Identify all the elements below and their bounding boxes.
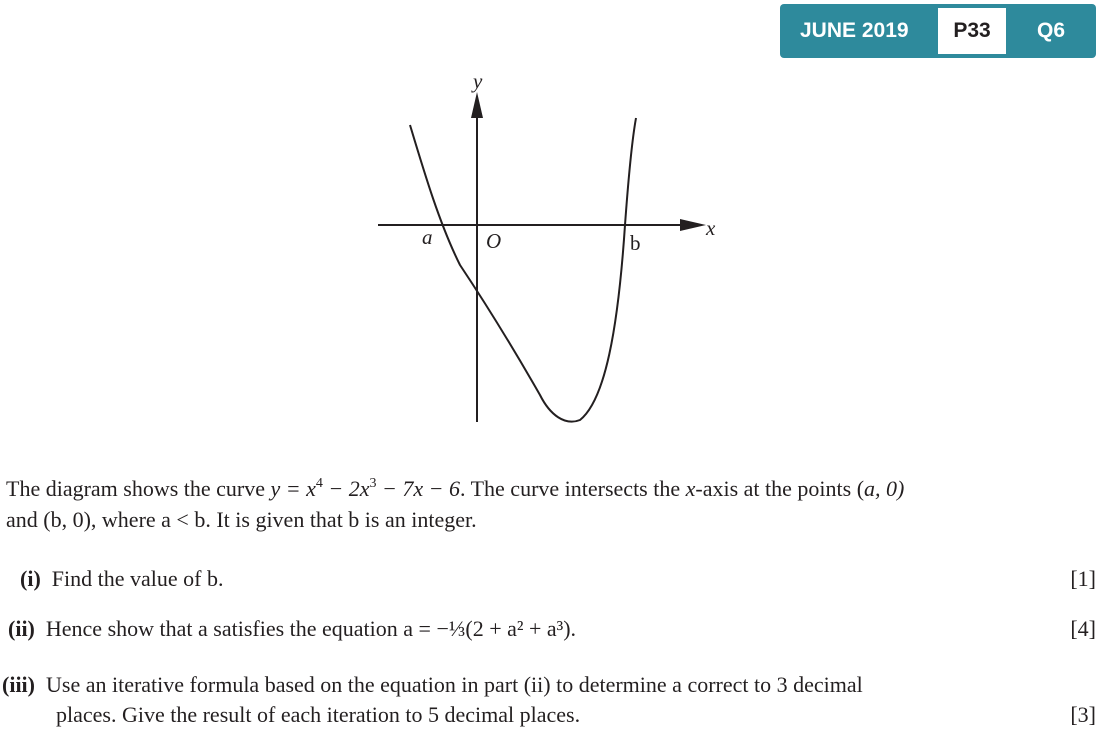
part-i-marks: [1] <box>1070 566 1096 591</box>
equation-2x: − 2x <box>322 476 370 501</box>
root-b-label: b <box>630 231 641 255</box>
origin-label: O <box>486 229 502 253</box>
question-badge <box>780 4 1096 58</box>
badge-paper: P33 <box>938 8 1006 54</box>
intro-text-pre: The diagram shows the curve <box>6 476 271 501</box>
point-a: a, 0) <box>864 476 905 501</box>
root-a-label: a <box>422 225 433 249</box>
exp-4: 4 <box>315 476 323 491</box>
part-ii-number: (ii) <box>8 616 35 641</box>
badge-date: JUNE 2019 <box>800 19 909 42</box>
part-iii-line-2 <box>56 700 1096 730</box>
intro-text-mid: . The curve intersects the <box>460 476 686 501</box>
y-axis-label: y <box>473 69 483 93</box>
part-i-number: (i) <box>20 566 41 591</box>
exp-3: 3 <box>369 476 377 491</box>
part-i-text: Find the value of b. <box>51 566 224 591</box>
x-axis-arrow <box>680 219 706 231</box>
part-iii-number: (iii) <box>2 672 35 697</box>
part-ii <box>8 614 1096 644</box>
part-iii-text-2: places. Give the result of each iteration to 5 decimal places. <box>56 702 581 727</box>
equation-y-x: y = x <box>270 476 316 501</box>
part-ii-marks: [4] <box>1070 616 1096 641</box>
part-iii-marks: [3] <box>1070 702 1096 727</box>
intro-line-1 <box>6 474 904 508</box>
part-ii-text: Hence show that a satisfies the equation a = −⅓(2 + a² + a³). <box>45 616 577 641</box>
intro-text-end: -axis at the points ( <box>695 476 865 501</box>
curve-diagram <box>370 70 750 440</box>
y-axis-arrow <box>471 92 483 118</box>
x-axis-label: x <box>706 216 716 240</box>
equation-tail: − 7x − 6 <box>376 476 460 501</box>
badge-question: Q6 <box>1036 19 1065 42</box>
part-iii <box>2 670 1096 700</box>
part-i <box>20 564 1096 594</box>
quartic-curve <box>410 118 636 422</box>
x-word: x <box>685 476 696 501</box>
intro-line-2: and (b, 0), where a < b. It is given that b is an integer. <box>6 507 477 532</box>
part-iii-text: Use an iterative formula based on the equation in part (ii) to determine a correct to 3 decimal <box>46 672 863 697</box>
